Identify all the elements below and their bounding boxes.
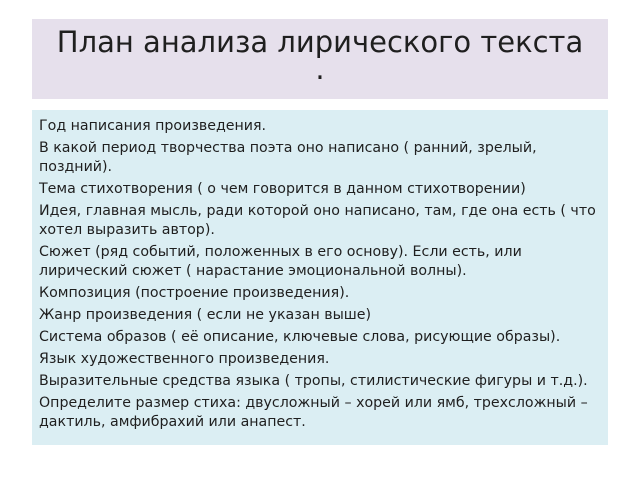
title-box bbox=[32, 19, 608, 99]
list-item: Определите размер стиха: двусложный – хорей или ямб, трехсложный – дактиль, амфибрахий или анапест. bbox=[39, 395, 588, 430]
list-item: Год написания произведения. bbox=[39, 118, 267, 134]
list-item: Система образов ( её описание, ключевые слова, рисующие образы). bbox=[39, 329, 561, 345]
list-item: Композиция (построение произведения). bbox=[39, 285, 350, 301]
slide-title-dot: . bbox=[315, 52, 325, 86]
list-item: Выразительные средства языка ( тропы, стилистические фигуры и т.д.). bbox=[39, 373, 588, 389]
list-item: Жанр произведения ( если не указан выше) bbox=[39, 307, 372, 323]
list-item: Сюжет (ряд событий, положенных в его основу). Если есть, или лирический сюжет ( нарастание эмоциональной волны). bbox=[39, 244, 522, 279]
list-item: Язык художественного произведения. bbox=[39, 351, 330, 367]
content-box bbox=[32, 110, 608, 445]
list-item: В какой период творчества поэта оно написано ( ранний, зрелый, поздний). bbox=[39, 140, 537, 175]
slide-title: План анализа лирического текста bbox=[56, 25, 584, 59]
list-item: Тема стихотворения ( о чем говорится в данном стихотворении) bbox=[39, 181, 526, 197]
list-item: Идея, главная мысль, ради которой оно написано, там, где она есть ( что хотел выразить автор). bbox=[39, 203, 596, 238]
